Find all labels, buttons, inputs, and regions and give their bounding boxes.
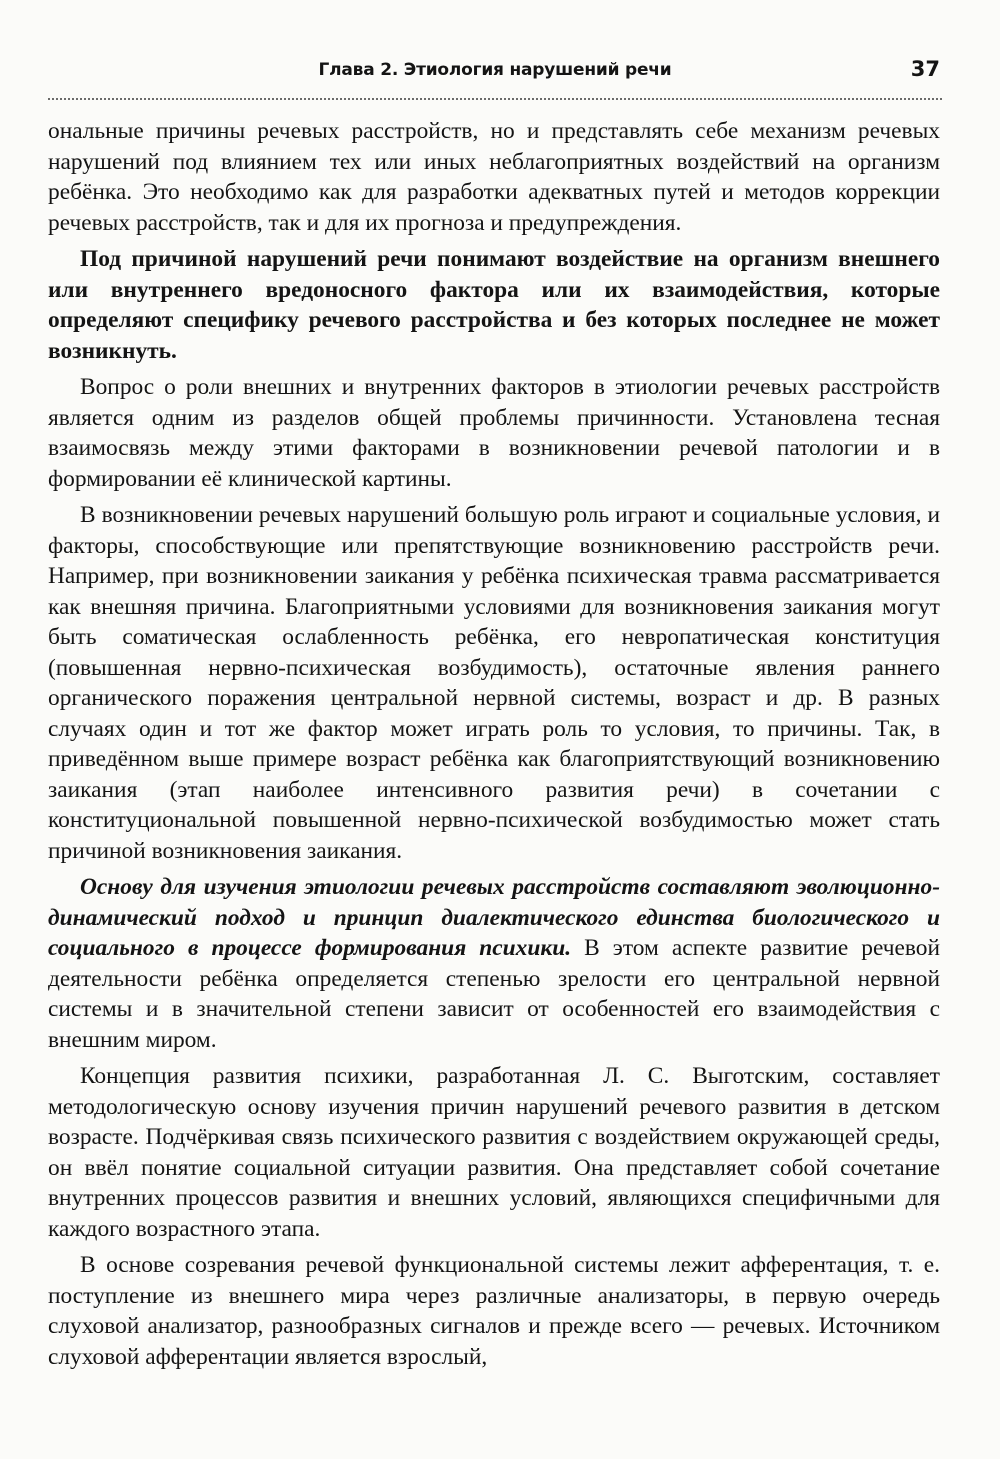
paragraph: ональные причины речевых расстройств, но и представлять себе механизм речевых нарушений под влиянием тех или иных неблагоприятных воздействий на организм ребёнка. Это необходимо как для разработки адекватных путей и методов коррекции речевых расстройств, так и для их прогноза и предупреждения. bbox=[48, 118, 940, 236]
emphasis-text: Основу для изучения этиологии речевых расстройств составляют эволюционно-динамический подход и принцип диалектического единства биологического и социального в процессе формирования психики. bbox=[48, 874, 940, 961]
paragraph: В основе созревания речевой функциональной системы лежит афферентация, т. е. поступление из внешнего мира через различные анализаторы, в первую очередь слуховой анализатор, разнообразных сигналов и прежде всего — речевых. Источником слуховой афферентации является взрослый, bbox=[48, 1252, 940, 1370]
page-number: 37 bbox=[910, 57, 940, 81]
paragraph: В возникновении речевых нарушений большую роль играют и социальные условия, и факторы, способствующие или препятствующие возникновению расстройств речи. Например, при возникновении заикания у ребёнка психическая травма рассматривается как внешняя причина. Благоприятными условиями для возникновения заикания могут быть соматическая ослабленность ребёнка, его невропатическая конституция (повышенная нервно-психическая возбудимость), остаточные явления раннего органического поражения центральной нервной системы, возраст и др. В разных случаях один и тот же фактор может играть роль то условия, то причины. Так, в приведённом выше примере возраст ребёнка как благоприятствующий возникновению заикания (этап наиболее интенсивного развития речи) в сочетании с конституциональной повышенной нервно-психической возбудимостью может стать причиной возникновения заикания. bbox=[48, 502, 940, 864]
paragraph: Вопрос о роли внешних и внутренних факторов в этиологии речевых расстройств является одним из разделов общей проблемы причинности. Установлена тесная взаимосвязь между этими факторами в возникновении речевой патологии и в формировании её клинической картины. bbox=[48, 374, 940, 492]
definition-paragraph: Под причиной нарушений речи понимают воздействие на организм внешнего или внутреннего вредоносного фактора или их взаимодействия, которые определяют специфику речевого расстройства и без которых последнее не может возникнуть. bbox=[48, 246, 940, 364]
running-header bbox=[48, 58, 942, 100]
paragraph: Концепция развития психики, разработанная Л. С. Выготским, составляет методологическую основу изучения причин нарушений речевого развития в детском возрасте. Подчёркивая связь психического развития с воздействием окружающей среды, он ввёл понятие социальной ситуации развития. Она представляет собой сочетание внутренних процессов развития и внешних условий, являющихся специфичными для каждого возрастного этапа. bbox=[48, 1063, 940, 1242]
body-text bbox=[48, 116, 940, 1378]
paragraph-continuation: В этом аспекте развитие речевой деятельности ребёнка определяется степенью зрелости его центральной нервной системы и в значительной степени зависит от особенностей его взаимодействия с внешним миром. bbox=[48, 935, 941, 1053]
chapter-title: Глава 2. Этиология нарушений речи bbox=[318, 60, 672, 80]
paragraph bbox=[48, 872, 940, 1055]
